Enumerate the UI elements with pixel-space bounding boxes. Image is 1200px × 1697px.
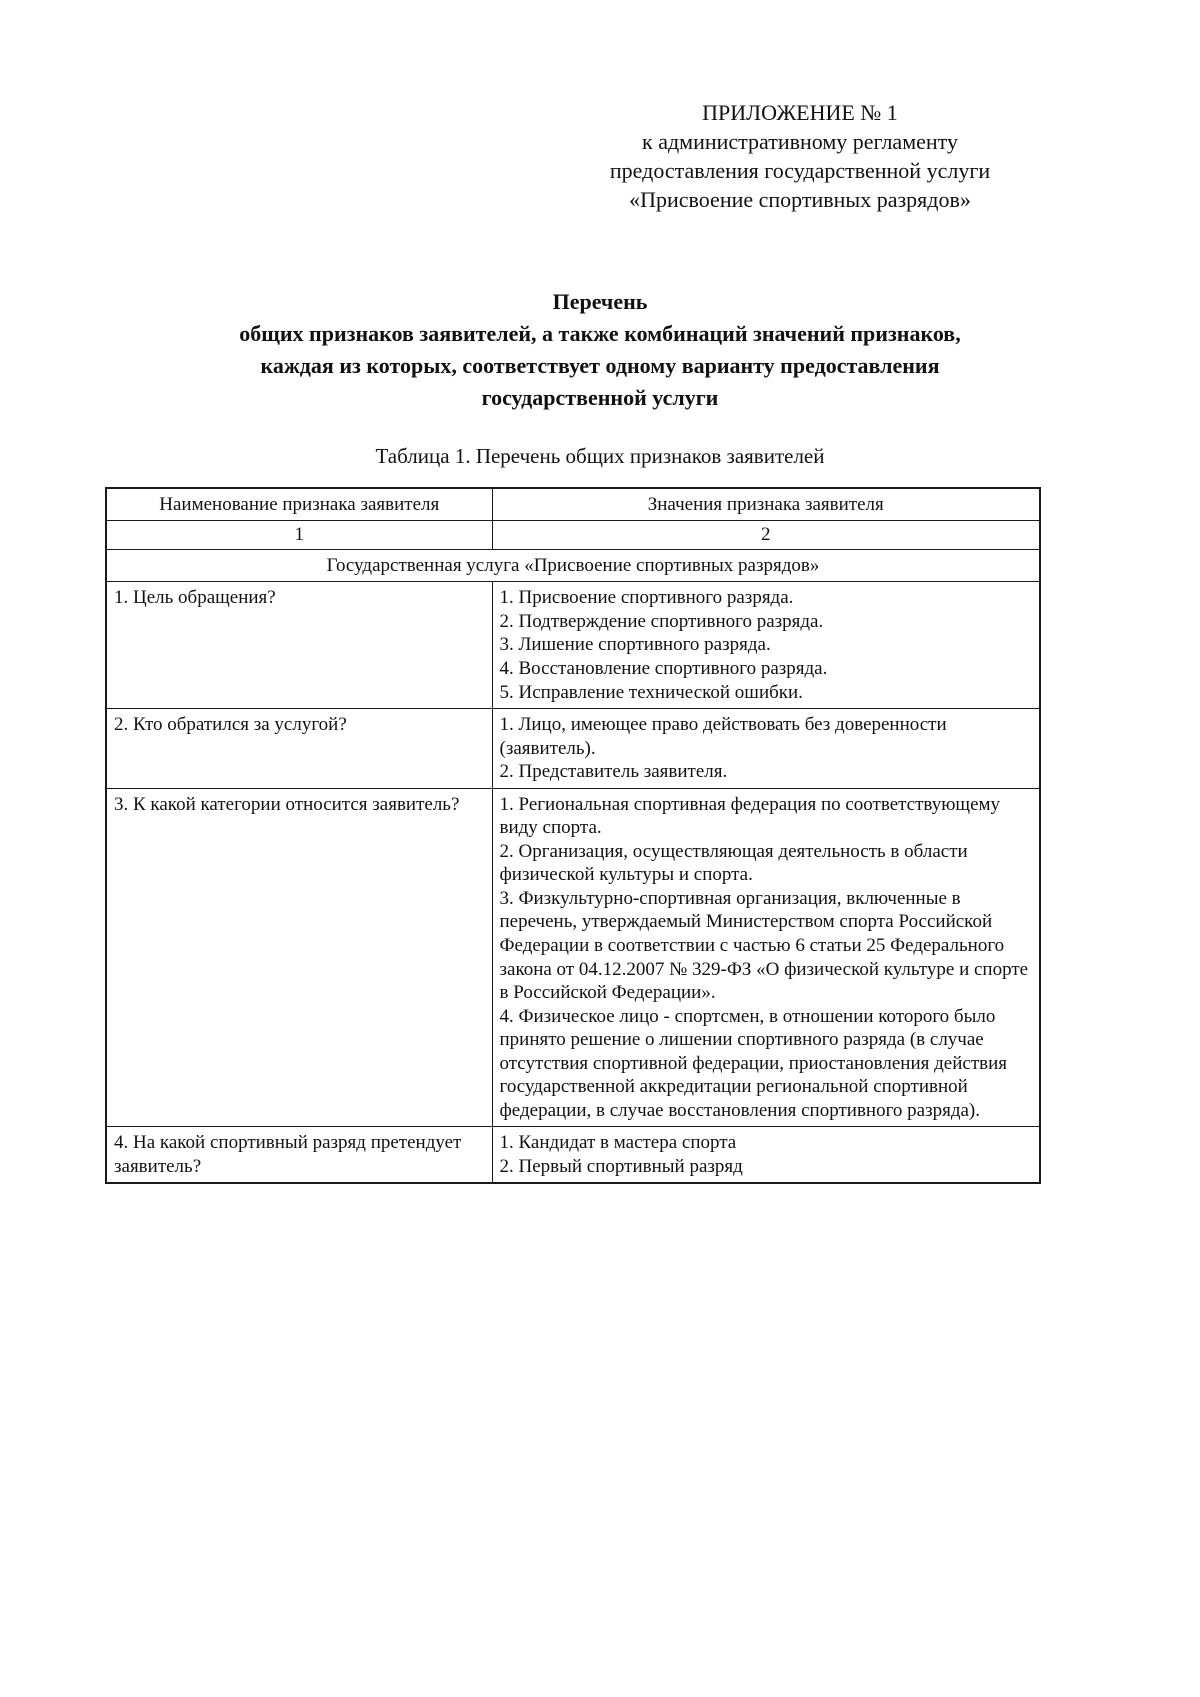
value-line: 3. Лишение спортивного разряда. (499, 634, 771, 656)
column-number-1: 1 (106, 521, 492, 550)
value-line: 5. Исправление технической ошибки. (499, 681, 803, 703)
value-line: 1. Присвоение спортивного разряда. (499, 587, 794, 609)
value-line: 2. Организация, осуществляющая деятельность в области физической культуры и спорта. (499, 840, 968, 886)
table-row (106, 582, 1040, 709)
feature-cell: 4. На какой спортивный разряд претендует заявитель? (106, 1127, 492, 1184)
table-row (106, 1127, 1040, 1184)
value-line: 1. Лицо, имеющее право действовать без доверенности (заявитель). (499, 714, 947, 759)
column-number-2: 2 (492, 521, 1040, 550)
value-line: 1. Региональная спортивная федерация по соответствующему виду спорта. (499, 793, 1001, 839)
section-title: Государственная услуга «Присвоение спортивных разрядов» (106, 549, 1040, 582)
features-table (105, 487, 1041, 1185)
feature-cell: 2. Кто обратился за услугой? (106, 709, 492, 789)
value-line: 4. Физическое лицо - спортсмен, в отношении которого было принято решение о лишении спортивного разряда (в случае отсутствия спортивной федерации, приостановления действия государственной аккредитации региональной спортивной федерации, в случае восстановления спортивного разряда). (499, 1005, 1007, 1121)
header-cell-feature-values: Значения признака заявителя (492, 488, 1040, 521)
table-header-row (106, 488, 1040, 521)
document-title (0, 286, 1200, 414)
section-row (106, 549, 1040, 582)
table-caption: Таблица 1. Перечень общих признаков заявителей (375, 443, 825, 468)
column-numbers-row (106, 521, 1040, 550)
document-title-line-3: каждая из которых, соответствует одному варианту предоставления (260, 352, 940, 378)
document-title-line-2: общих признаков заявителей, а также комбинаций значений признаков, (239, 321, 961, 347)
values-cell (492, 1127, 1040, 1184)
appendix-block (565, 98, 1035, 214)
appendix-line-3: предоставления государственной услуги (609, 158, 991, 184)
feature-cell: 1. Цель обращения? (106, 582, 492, 709)
feature-cell: 3. К какой категории относится заявитель? (106, 788, 492, 1127)
value-line: 4. Восстановление спортивного разряда. (499, 657, 828, 679)
values-cell (492, 709, 1040, 789)
table-row (106, 788, 1040, 1127)
document-title-line-1: Перечень (552, 289, 648, 315)
value-line: 3. Физкультурно-спортивная организация, включенные в перечень, утверждаемый Министерством спорта Российской Федерации в соответствии с частью 6 статьи 25 Федерального закона от 04.12.2007 № 329-ФЗ «О физической культуре и спорте в Российской Федерации». (499, 887, 1029, 1004)
document-title-line-4: государственной услуги (481, 384, 719, 410)
value-line: 2. Представитель заявителя. (499, 761, 728, 783)
appendix-line-4: «Присвоение спортивных разрядов» (629, 187, 971, 213)
values-cell (492, 582, 1040, 709)
value-line: 2. Подтверждение спортивного разряда. (499, 610, 824, 632)
values-cell (492, 788, 1040, 1127)
value-line: 1. Кандидат в мастера спорта (499, 1132, 737, 1154)
appendix-line-1: ПРИЛОЖЕНИЕ № 1 (702, 100, 898, 125)
appendix-line-2: к административному регламенту (642, 129, 958, 155)
header-cell-feature-name: Наименование признака заявителя (106, 488, 492, 521)
table-row (106, 709, 1040, 789)
value-line: 2. Первый спортивный разряд (499, 1155, 743, 1177)
